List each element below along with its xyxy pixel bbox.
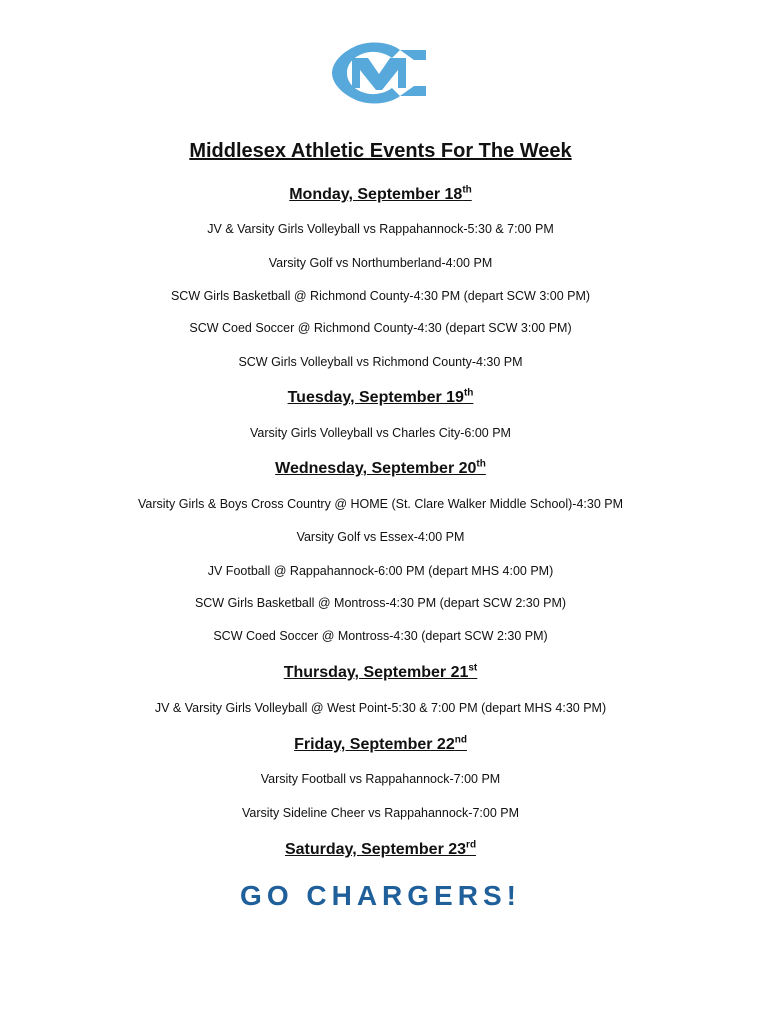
event-item: SCW Coed Soccer @ Montross-4:30 (depart SCW 2:30 PM) xyxy=(213,629,548,643)
event-item: SCW Girls Basketball @ Richmond County-4:30 PM (depart SCW 3:00 PM) xyxy=(170,289,591,303)
day-heading-thursday: Thursday, September 21st xyxy=(283,662,478,681)
day-heading-monday: Monday, September 18th xyxy=(289,184,472,203)
event-item: JV & Varsity Girls Volleyball vs Rappahannock-5:30 & 7:00 PM xyxy=(207,222,554,236)
event-item: SCW Girls Basketball @ Montross-4:30 PM (depart SCW 2:30 PM) xyxy=(194,596,567,610)
day-heading-wednesday: Wednesday, September 20th xyxy=(275,458,486,477)
event-item: Varsity Girls Volleyball vs Charles City-6:00 PM xyxy=(250,426,511,440)
event-item: Varsity Sideline Cheer vs Rappahannock-7:00 PM xyxy=(242,806,519,820)
day-heading-friday: Friday, September 22nd xyxy=(294,734,467,753)
event-item: JV & Varsity Girls Volleyball @ West Point-5:30 & 7:00 PM (depart MHS 4:30 PM) xyxy=(154,701,607,715)
day-heading-tuesday: Tuesday, September 19th xyxy=(287,387,474,406)
page-title: Middlesex Athletic Events For The Week xyxy=(189,140,572,162)
day-heading-saturday: Saturday, September 23rd xyxy=(284,839,477,858)
event-item: Varsity Football vs Rappahannock-7:00 PM xyxy=(260,772,501,786)
event-item: Varsity Girls & Boys Cross Country @ HOME (St. Clare Walker Middle School)-4:30 PM xyxy=(137,497,624,511)
event-item: SCW Coed Soccer @ Richmond County-4:30 (depart SCW 3:00 PM) xyxy=(189,321,572,335)
go-chargers-banner: GO CHARGERS! xyxy=(240,880,521,911)
event-item: Varsity Golf vs Essex-4:00 PM xyxy=(296,530,465,544)
event-item: Varsity Golf vs Northumberland-4:00 PM xyxy=(268,256,493,270)
event-item: SCW Girls Volleyball vs Richmond County-4:30 PM xyxy=(238,355,523,369)
event-item: JV Football @ Rappahannock-6:00 PM (depart MHS 4:00 PM) xyxy=(207,564,554,578)
mc-monogram-logo xyxy=(330,40,428,106)
